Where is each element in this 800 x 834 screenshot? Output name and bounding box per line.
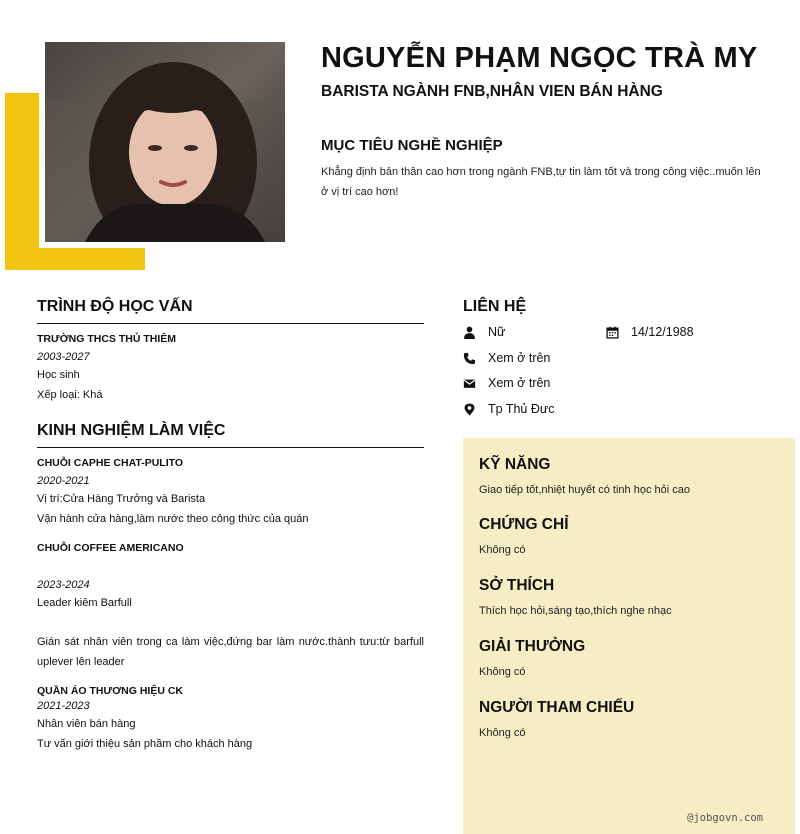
contact-email bbox=[463, 376, 550, 390]
candidate-name: NGUYỄN PHẠM NGỌC TRÀ MY bbox=[321, 42, 758, 74]
contact-phone bbox=[463, 351, 550, 365]
accent-bar-horizontal bbox=[5, 248, 145, 270]
phone-icon bbox=[463, 352, 476, 365]
hobbies-heading: SỞ THÍCH bbox=[479, 577, 555, 594]
education-entry bbox=[37, 333, 424, 405]
contact-heading: LIÊN HỆ bbox=[463, 298, 527, 315]
references-text: Không có bbox=[479, 727, 526, 739]
certificates-heading: CHỨNG CHỈ bbox=[479, 516, 569, 533]
experience-detail: Vị trí:Cửa Hàng Trưởng và Barista bbox=[37, 493, 206, 505]
contact-gender bbox=[463, 325, 505, 339]
experience-period: 2023-2024 bbox=[37, 579, 90, 591]
contact-address bbox=[463, 402, 555, 416]
experience-period: 2020-2021 bbox=[37, 475, 90, 487]
profile-photo bbox=[45, 42, 285, 242]
calendar-icon bbox=[606, 326, 619, 339]
accent-bar-vertical bbox=[5, 93, 39, 270]
gender-value: Nữ bbox=[488, 325, 506, 339]
watermark: @jobgovn.com bbox=[687, 812, 763, 824]
spacer bbox=[37, 554, 424, 573]
experience-period: 2021-2023 bbox=[37, 700, 90, 712]
company-name: QUẦN ÁO THƯƠNG HIỆU CK bbox=[37, 685, 184, 697]
awards-text: Không có bbox=[479, 666, 526, 678]
school-name: TRƯỜNG THCS THỦ THIÊM bbox=[37, 333, 176, 345]
location-icon bbox=[463, 403, 476, 416]
experience-detail: Vận hành cửa hàng,làm nước theo công thức của quán bbox=[37, 513, 309, 525]
contact-birthday bbox=[606, 325, 694, 339]
birthday-value: 14/12/1988 bbox=[631, 325, 694, 339]
education-detail: Xếp loại: Khá bbox=[37, 389, 103, 401]
experience-entry bbox=[37, 457, 424, 529]
company-name: CHUỖI COFFEE AMERICANO bbox=[37, 542, 184, 554]
person-icon bbox=[463, 326, 476, 339]
experience-detail: Tư vấn giới thiệu sản phầm cho khách hàng bbox=[37, 738, 253, 750]
experience-detail: Leader kiêm Barfull bbox=[37, 597, 132, 609]
certificates-text: Không có bbox=[479, 544, 526, 556]
skills-heading: KỸ NĂNG bbox=[479, 456, 551, 473]
phone-value: Xem ở trên bbox=[488, 351, 551, 365]
company-name: CHUỖI CAPHE CHAT-PULITO bbox=[37, 457, 184, 469]
email-value: Xem ở trên bbox=[488, 376, 551, 390]
skills-text: Giao tiếp tốt,nhiệt huyết có tinh học hỏi cao bbox=[479, 484, 690, 496]
email-icon bbox=[463, 377, 476, 390]
left-column bbox=[37, 298, 424, 754]
experience-detail: Nhân viên bán hàng bbox=[37, 718, 136, 730]
hobbies-text: Thích học hỏi,sáng tạo,thích nghe nhạc bbox=[479, 605, 672, 617]
objective-text: Khẳng định bản thân cao hơn trong ngành FNB,tự tin làm tốt và trong công việc..muốn lên ở vị trí cao hơn! bbox=[321, 166, 761, 198]
experience-detail: Gián sát nhân viên trong ca làm việc,đứng bar làm nước.thành tưu:từ barfull uplever lên leader bbox=[37, 636, 424, 668]
objective-heading: MỤC TIÊU NGHỀ NGHIỆP bbox=[321, 137, 503, 154]
experience-heading: KINH NGHIỆM LÀM VIỆC bbox=[37, 422, 424, 448]
sidebar-panel bbox=[463, 438, 795, 834]
spacer bbox=[37, 613, 424, 632]
experience-entry bbox=[37, 542, 424, 672]
job-title: BARISTA NGÀNH FNB,NHÂN VIEN BÁN HÀNG bbox=[321, 83, 663, 100]
address-value: Tp Thủ Đưc bbox=[488, 402, 555, 416]
references-heading: NGƯỜI THAM CHIẾU bbox=[479, 699, 635, 716]
education-detail: Học sinh bbox=[37, 369, 80, 381]
awards-heading: GIẢI THƯỞNG bbox=[479, 638, 586, 655]
education-heading: TRÌNH ĐỘ HỌC VẤN bbox=[37, 298, 424, 324]
education-period: 2003-2027 bbox=[37, 351, 90, 363]
experience-entry bbox=[37, 685, 424, 754]
